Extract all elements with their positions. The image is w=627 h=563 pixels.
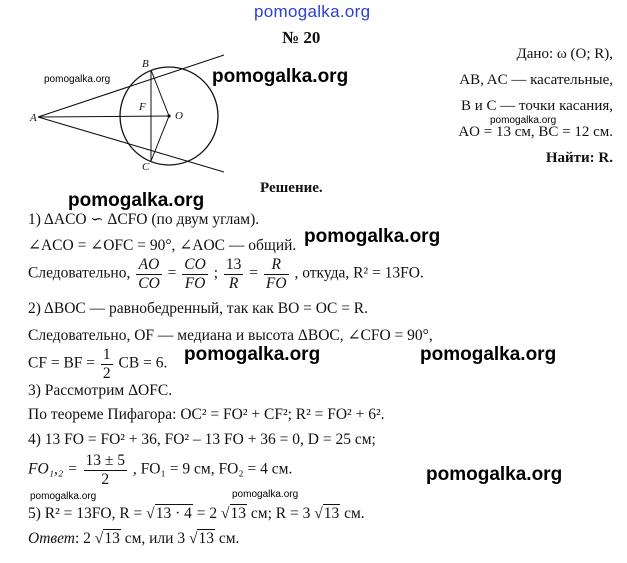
fraction-1-2 (101, 346, 113, 382)
sqrt-sign: √ (188, 530, 198, 547)
l3-eq: = (167, 264, 177, 282)
frac-den: CO (138, 274, 160, 292)
tangent-ac (38, 117, 224, 172)
radius-oc (151, 116, 169, 161)
frac-den: FO (265, 274, 287, 292)
l6-prefix: CF = BF = (28, 354, 96, 372)
watermark-bottom-small-mid: pomogalka.org (232, 489, 299, 500)
solution-line-2: ∠ACO = ∠OFC = 90°, ∠AOC — общий. (28, 237, 297, 254)
problem-number: № 20 (282, 28, 321, 47)
l11-c: см; R = 3 (250, 505, 311, 522)
solution-line-6 (28, 346, 167, 382)
l10-suffix: , FO₁ = 9 см, FO₂ = 4 см. (132, 460, 293, 478)
fraction-13pm5-2 (84, 452, 128, 488)
answer-sqrt-2: 13 (198, 530, 214, 547)
l10-prefix: FO₁,₂ = (28, 460, 78, 478)
solution-line-9: 4) 13 FO = FO² + 36, FO² – 13 FO + 36 = 0, D = 25 см; (28, 431, 376, 448)
l6-suffix: CB = 6. (118, 354, 168, 372)
solution-line-1: 1) ΔACO ∽ ΔCFO (по двум углам). (28, 211, 260, 228)
watermark-right-big: pomogalka.org (426, 464, 563, 485)
fraction-ao-co (136, 256, 162, 292)
sqrt-sign: √ (146, 505, 155, 522)
geometry-figure (28, 54, 228, 174)
solution-line-4: 2) ΔBOC — равнобедренный, так как BO = OC = R. (28, 300, 369, 317)
watermark-left-big: pomogalka.org (68, 190, 205, 211)
sqrt-sign: √ (94, 530, 104, 547)
frac-den: 2 (101, 470, 110, 488)
solution-line-8: По теореме Пифагора: OC² = FO² + CF²; R² = FO² + 6². (28, 406, 385, 423)
sqrt-13-b: 13 (323, 505, 340, 522)
watermark-header-big: pomogalka.org (212, 66, 349, 87)
label-f: F (139, 101, 146, 113)
sqrt-13-a: 13 (230, 505, 246, 522)
frac-den: 2 (102, 364, 111, 382)
find-line: Найти: R. (545, 150, 613, 166)
fraction-13-r (224, 256, 244, 292)
answer-b: см, или 3 (124, 530, 186, 547)
solution-line-11 (28, 505, 365, 523)
frac-den: FO (184, 274, 206, 292)
frac-num: 1 (102, 346, 111, 363)
given-line-3: B и C — точки касания, (460, 98, 613, 114)
watermark-figure-small: pomogalka.org (44, 74, 111, 85)
l3-suffix: , откуда, R² = 13FO. (294, 264, 424, 282)
solution-heading: Решение. (260, 180, 323, 196)
watermark-bottom-small-left: pomogalka.org (30, 491, 97, 502)
frac-num: CO (184, 256, 206, 273)
l11-b: = 2 (196, 505, 218, 522)
watermark-given-small: pomogalka.org (490, 115, 557, 126)
l3-prefix: Следовательно, (28, 264, 131, 282)
frac-den: R (228, 274, 239, 292)
solution-line-10 (28, 452, 292, 488)
label-a: A (30, 112, 37, 124)
label-b: B (142, 58, 149, 70)
l3-eq-2: = (249, 264, 259, 282)
sqrt-sign: √ (220, 505, 230, 522)
answer-c: см. (218, 530, 240, 547)
answer-sqrt-1: 13 (104, 530, 120, 547)
center-point (167, 114, 170, 117)
answer-label: Ответ (28, 530, 75, 547)
label-c: C (142, 161, 150, 173)
given-line-4: AO = 13 см, BC = 12 см. (458, 124, 613, 140)
frac-num: 13 (225, 256, 242, 273)
sqrt-sign: √ (314, 505, 323, 522)
segment-ao (38, 116, 169, 117)
solution-line-7: 3) Рассмотрим ΔOFC. (28, 382, 173, 399)
given-line-2: AB, AC — касательные, (459, 72, 613, 88)
answer-a: : 2 (74, 530, 91, 547)
frac-num: 13 ± 5 (85, 452, 126, 469)
answer-line (28, 530, 239, 548)
fraction-co-fo (182, 256, 208, 292)
watermark-mid-big: pomogalka.org (304, 226, 441, 247)
tangent-ab (38, 55, 224, 117)
frac-num: AO (136, 256, 162, 275)
l11-d: см. (344, 505, 365, 522)
watermark-line7-left: pomogalka.org (184, 344, 321, 365)
label-o: O (175, 110, 183, 122)
watermark-line7-right: pomogalka.org (420, 344, 557, 365)
l11-a: 5) R² = 13FO, R = (28, 505, 143, 522)
sqrt-13x4: 13 · 4 (155, 505, 192, 522)
solution-line-3 (28, 256, 424, 292)
frac-num: R (264, 256, 289, 275)
fraction-r-fo (264, 256, 289, 292)
given-line-1: Дано: ω (O; R), (516, 46, 613, 62)
solution-line-5: Следовательно, OF — медиана и высота ΔBOC, ∠CFO = 90°, (28, 327, 433, 344)
watermark-top: pomogalka.org (254, 2, 371, 21)
l3-sep: ; (213, 264, 219, 282)
